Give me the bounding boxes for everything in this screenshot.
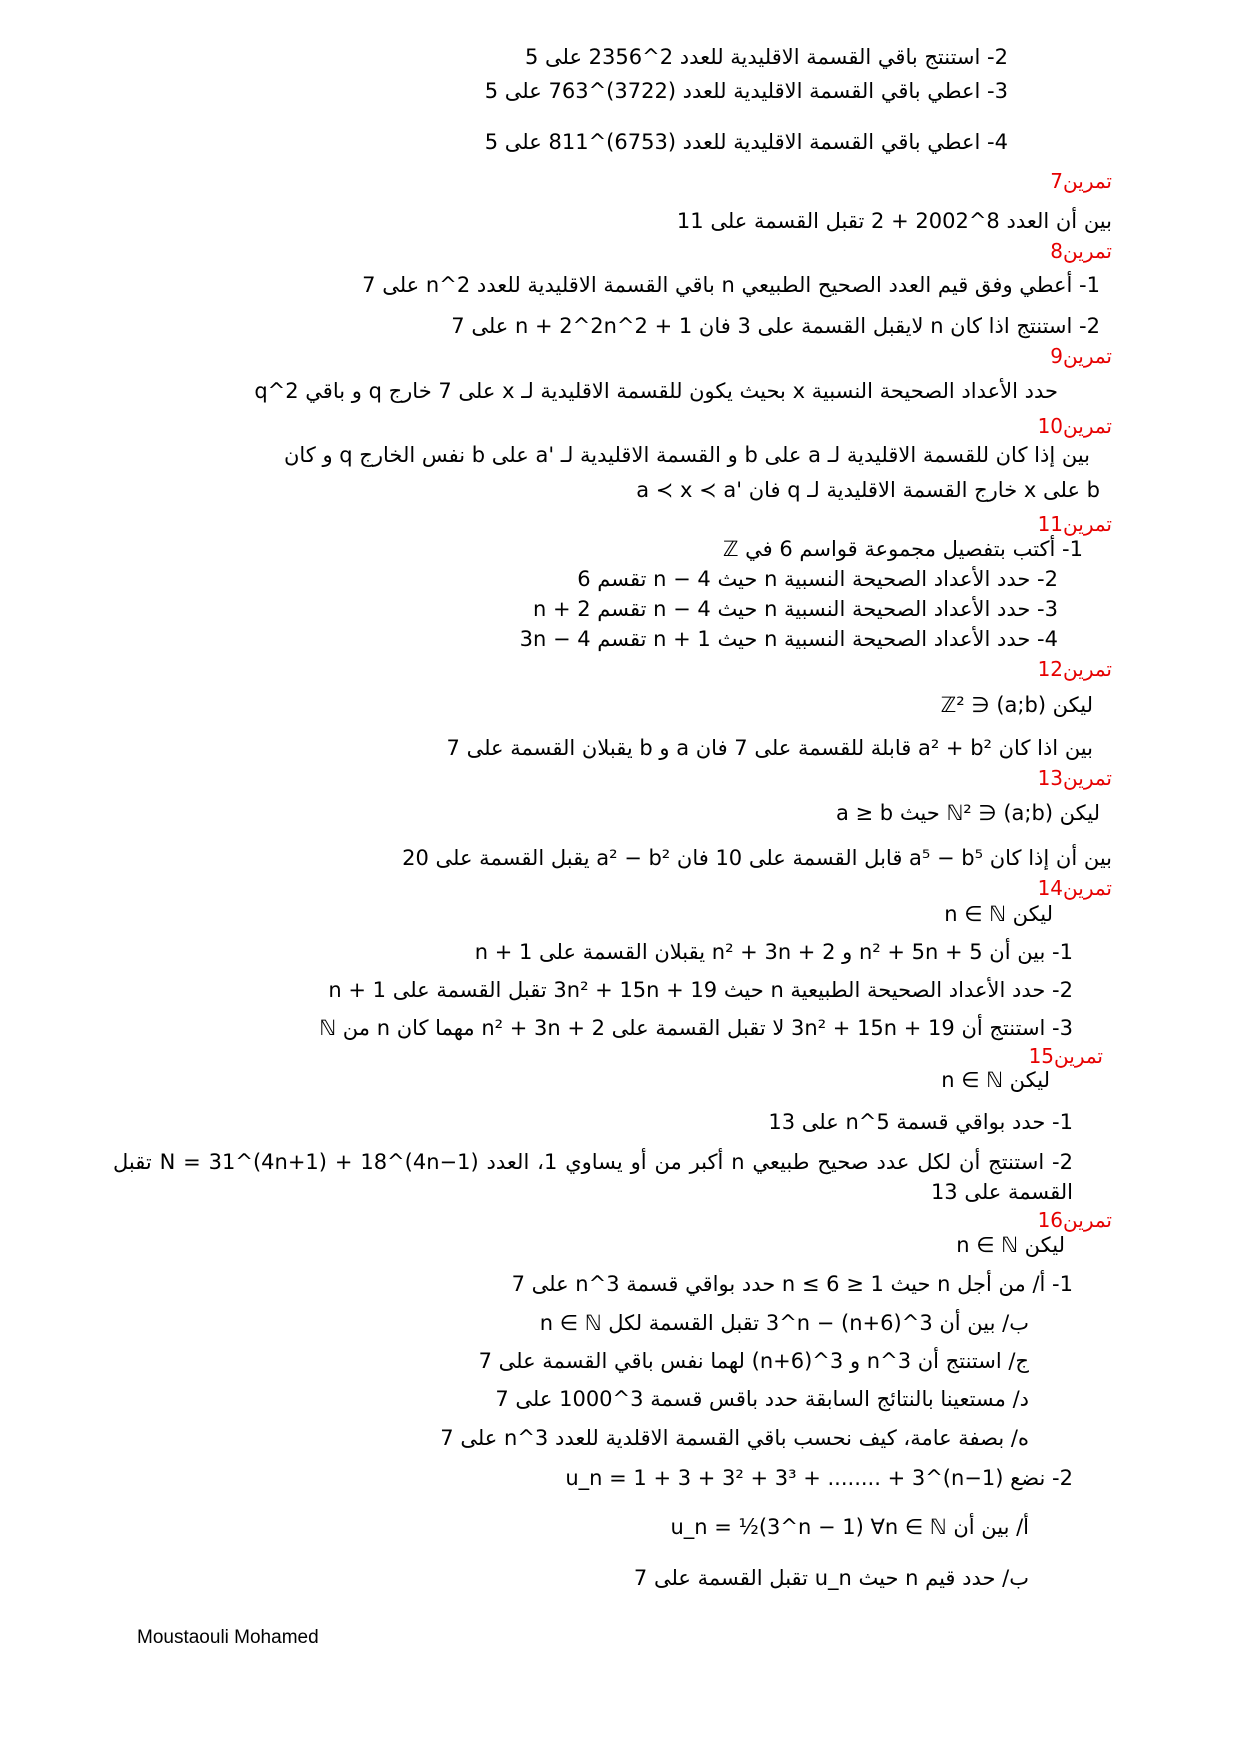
line-41: أ/ بين أن u_n = ½(3^n − 1) ∀n ∈ ℕ: [670, 1515, 1029, 1539]
line-40: 2- نضع u_n = 1 + 3 + 3² + 3³ + ........ + 3^(n−1): [565, 1466, 1073, 1490]
line-0: 2- استنتج باقي القسمة الاقليدية للعدد 2^2356 على 5: [524, 45, 1008, 69]
line-23: بين أن إذا كان a⁵ − b⁵ قابل القسمة على 10 فان a² − b² يقبل القسمة على 20: [402, 846, 1112, 870]
line-25: ليكن n ∈ ℕ: [944, 902, 1053, 926]
line-26: 1- بين أن n² + 5n + 5 و n² + 3n + 2 يقبلان القسمة على n + 1: [474, 940, 1073, 964]
line-1: 3- اعطي باقي القسمة الاقليدية للعدد (3722)^763 على 5: [484, 79, 1008, 103]
exercise-title: تمرين15: [1028, 1044, 1103, 1068]
line-32: 2- استنتج أن لكل عدد صحيح طبيعي n أكبر من أو يساوي 1، العدد N = 31^(4n+1) + 18^(4n−1) تقبل القسمة على 13: [113, 1150, 1073, 1204]
exercise-title: تمرين9: [1050, 344, 1112, 368]
line-14: 1- أكتب بتفصيل مجموعة قواسم 6 في ℤ: [722, 537, 1083, 561]
line-42: ب/ حدد قيم n حيث u_n تقبل القسمة على 7: [633, 1566, 1029, 1590]
exercise-title: تمرين13: [1037, 766, 1112, 790]
line-12: a ≺ x ≺ a' فان q خارج القسمة الاقليدية لـ x على b: [636, 478, 1100, 502]
exercise-title: تمرين14: [1037, 876, 1112, 900]
line-28: 3- استنتج أن 3n² + 15n + 19 لا تقبل القسمة على n² + 3n + 2 مهما كان n من ℕ: [319, 1016, 1073, 1040]
line-16: 3- حدد الأعداد الصحيحة النسبية n حيث n − 4 تقسم n + 2: [532, 597, 1058, 621]
exercise-title: تمرين11: [1037, 512, 1112, 536]
line-35: 1- أ/ من أجل n حيث 1 ≤ n ≤ 6 حدد بواقي قسمة 3^n على 7: [511, 1272, 1073, 1296]
line-7: 2- استنتج اذا كان n لايقبل القسمة على 3 فان 1 + 2^n + 2^2n على 7: [451, 314, 1100, 338]
line-36: ب/ بين أن 3^(n+6) − 3^n تقبل القسمة لكل n ∈ ℕ: [539, 1311, 1029, 1335]
line-22: ليكن (a;b) ∈ ℕ² حيث a ≥ b: [835, 801, 1100, 825]
line-19: ليكن (a;b) ∈ ℤ²: [940, 693, 1093, 717]
line-37: ج/ استنتج أن 3^n و 3^(n+6) لهما نفس باقي القسمة على 7: [478, 1349, 1029, 1373]
line-39: ه/ بصفة عامة، كيف نحسب باقي القسمة الاقلدية للعدد 3^n على 7: [440, 1426, 1029, 1450]
line-34: ليكن n ∈ ℕ: [956, 1233, 1065, 1257]
exercise-title: تمرين8: [1050, 239, 1112, 263]
line-30: ليكن n ∈ ℕ: [941, 1068, 1050, 1092]
line-31: 1- حدد بواقي قسمة 5^n على 13: [768, 1110, 1073, 1134]
exercise-title: تمرين7: [1050, 169, 1112, 193]
line-27: 2- حدد الأعداد الصحيحة الطبيعية n حيث 3n² + 15n + 19 تقبل القسمة على n + 1: [328, 978, 1073, 1002]
line-9: حدد الأعداد الصحيحة النسبية x بحيث يكون للقسمة الاقليدية لـ x على 7 خارج q و باقي q^2: [254, 379, 1058, 403]
line-11: بين إذا كان للقسمة الاقليدية لـ a على b و القسمة الاقليدية لـ 'a على b نفس الخارج q و كان: [283, 443, 1090, 467]
line-17: 4- حدد الأعداد الصحيحة النسبية n حيث n + 1 تقسم 3n − 4: [519, 627, 1058, 651]
author-footer: Moustaouli Mohamed: [137, 1627, 319, 1648]
line-2: 4- اعطي باقي القسمة الاقليدية للعدد (6753)^811 على 5: [484, 130, 1008, 154]
line-6: 1- أعطي وفق قيم العدد الصحيح الطبيعي n باقي القسمة الاقليدية للعدد 2^n على 7: [362, 273, 1100, 297]
line-4: بين أن العدد 8^2002 + 2 تقبل القسمة على 11: [676, 209, 1112, 233]
exercise-title: تمرين12: [1037, 657, 1112, 681]
line-15: 2- حدد الأعداد الصحيحة النسبية n حيث n − 4 تقسم 6: [577, 567, 1058, 591]
line-38: د/ مستعينا بالنتائج السابقة حدد باقس قسمة 3^1000 على 7: [495, 1387, 1029, 1411]
exercise-title: تمرين16: [1037, 1208, 1112, 1232]
exercise-title: تمرين10: [1037, 414, 1112, 438]
line-20: بين اذا كان a² + b² قابلة للقسمة على 7 فان a و b يقبلان القسمة على 7: [446, 736, 1093, 760]
